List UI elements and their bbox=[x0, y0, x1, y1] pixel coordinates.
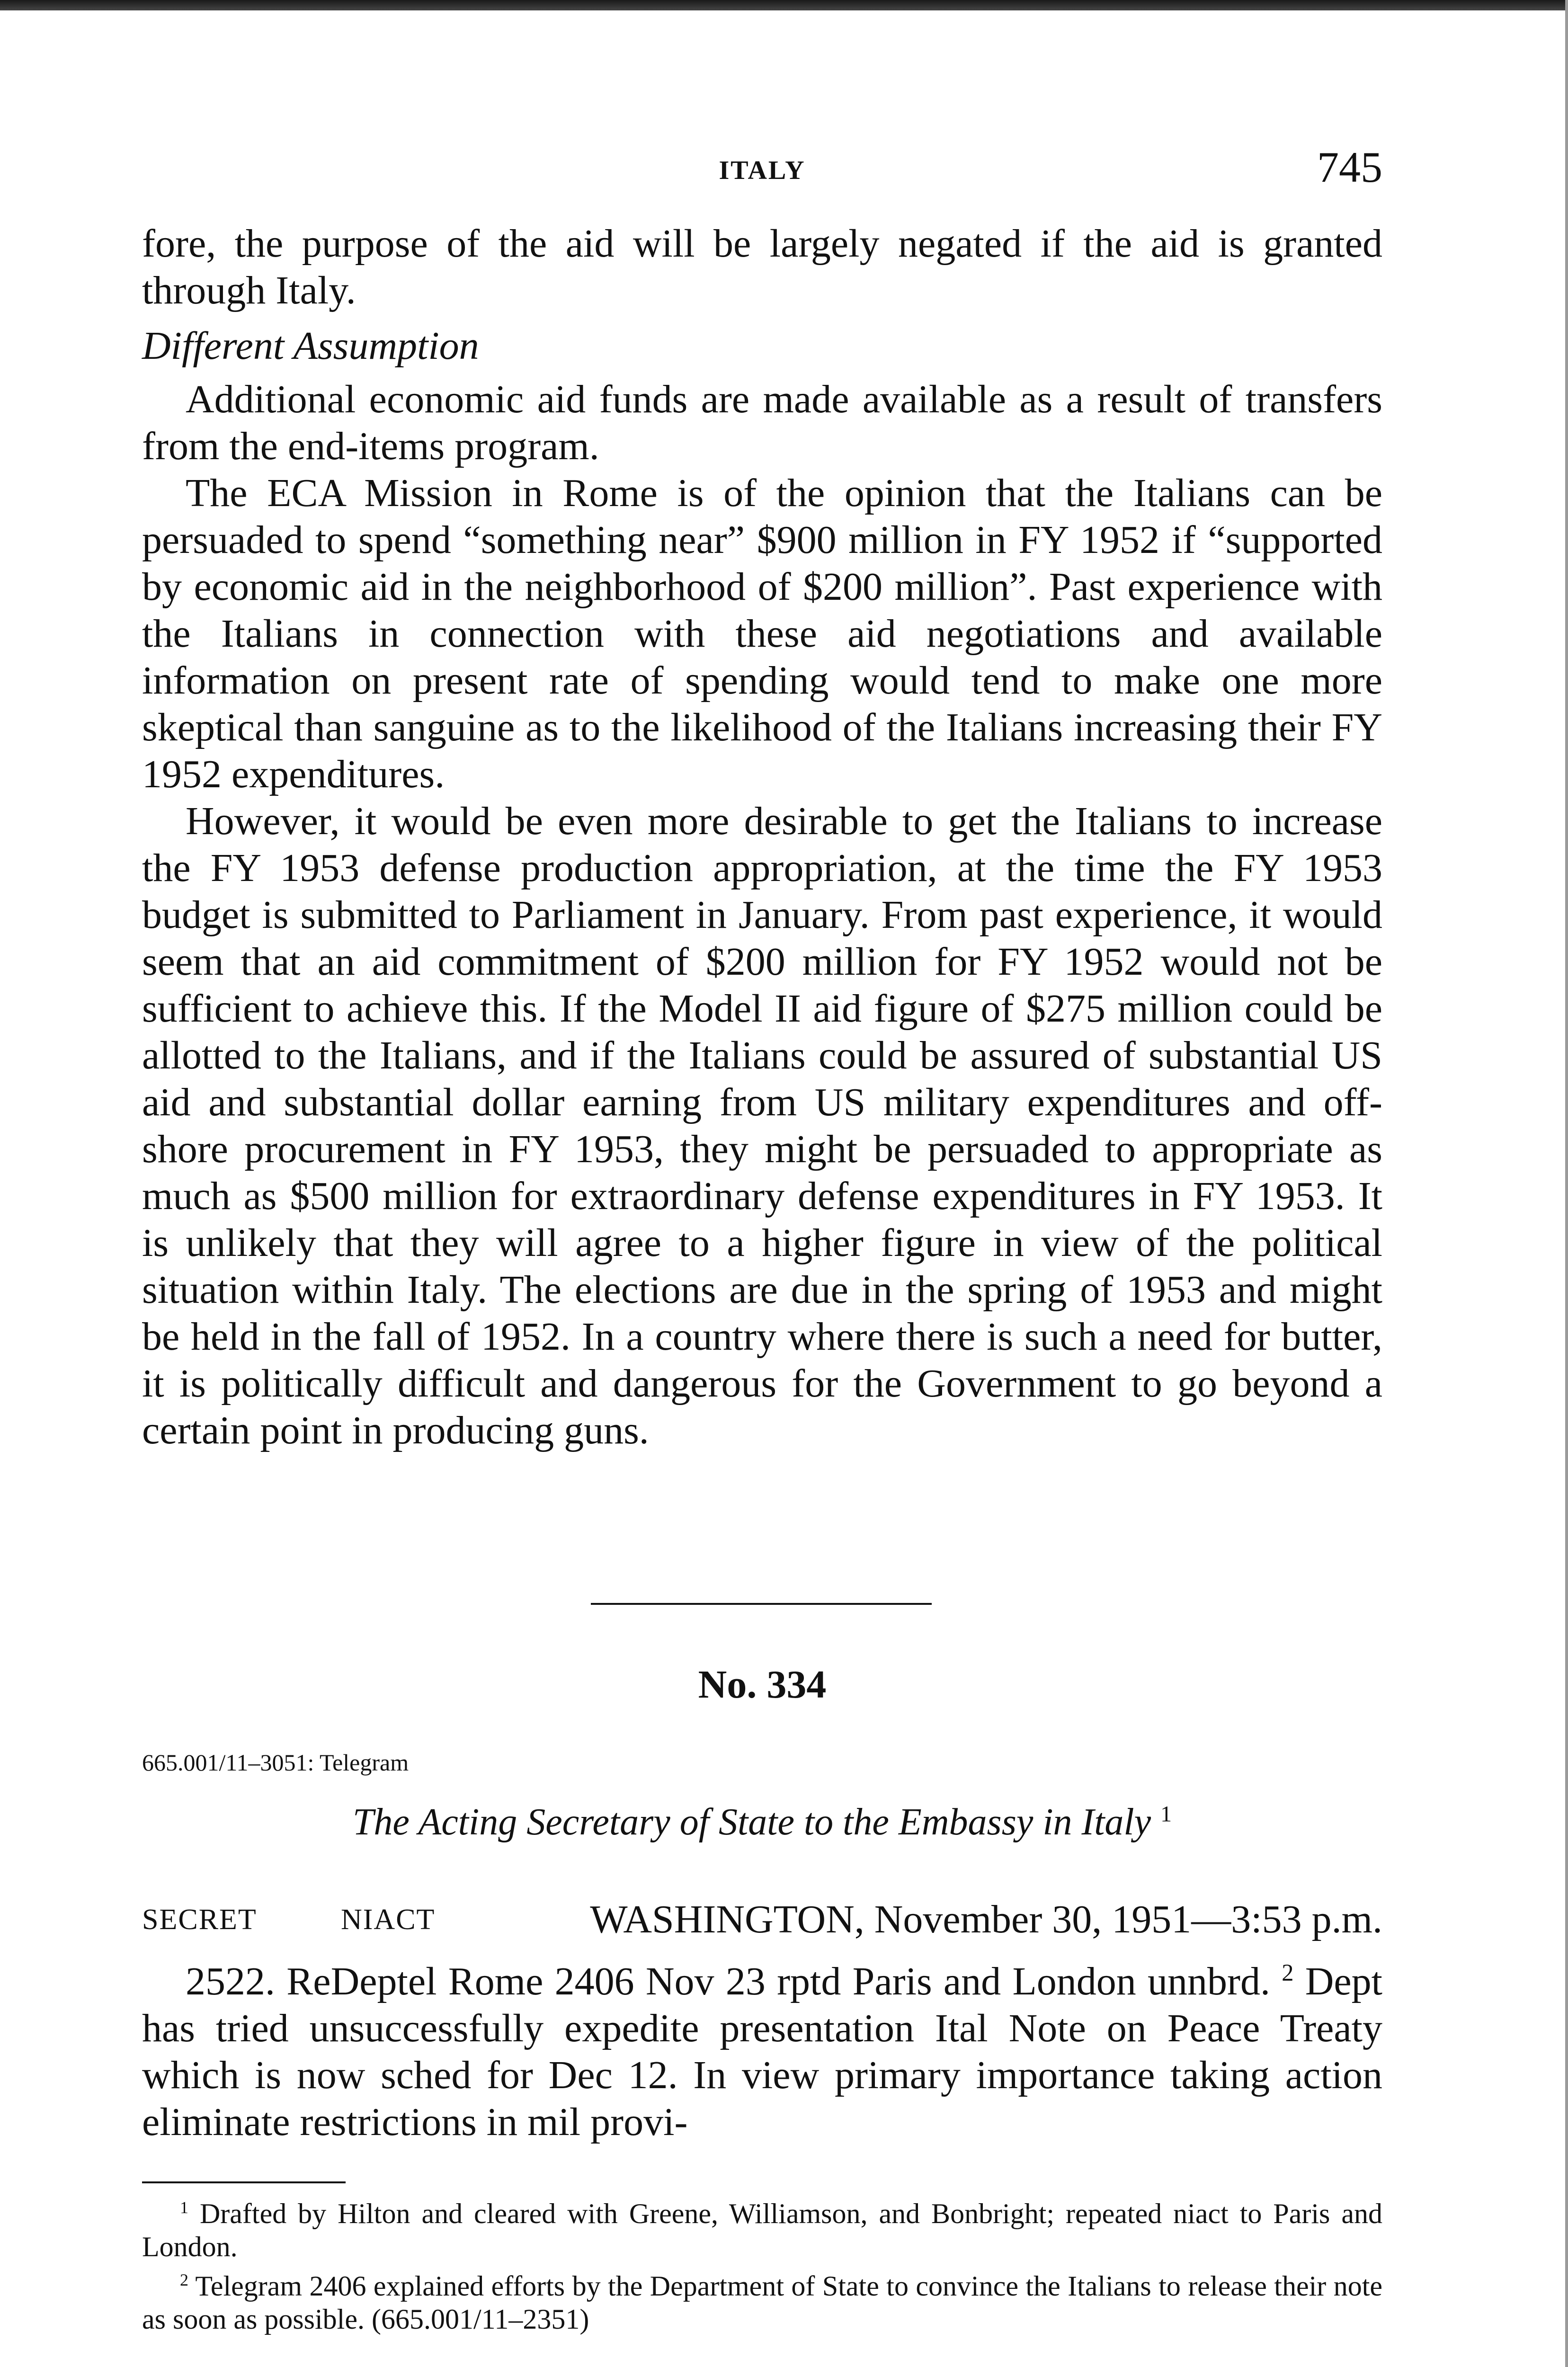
paragraph-additional-funds: Additional economic aid funds are made available as a result of transfers from the end-items program. bbox=[142, 377, 1382, 468]
classification: SECRET bbox=[142, 1904, 257, 1936]
footnote-mark-1: 1 bbox=[180, 2198, 188, 2217]
footnote-ref-2: 2 bbox=[1282, 1959, 1294, 1986]
place-and-date: WASHINGTON, November 30, 1951—3:53 p.m. bbox=[590, 1897, 1382, 1941]
document-title-text: The Acting Secretary of State to the Embassy in Italy bbox=[352, 1801, 1151, 1843]
subheading: Different Assumption bbox=[142, 324, 479, 368]
footnotes bbox=[142, 2191, 1382, 2336]
footnote-1 bbox=[142, 2191, 1382, 2263]
telegram-text-part-1: 2522. ReDeptel Rome 2406 Nov 23 rptd Paris and London unnbrd. bbox=[186, 1959, 1270, 2003]
footnote-2 bbox=[142, 2263, 1382, 2336]
footnote-rule bbox=[142, 2181, 346, 2183]
paragraph-continued: fore, the purpose of the aid will be largely negated if the aid is granted through Italy. bbox=[142, 222, 1382, 312]
body-text bbox=[142, 220, 1382, 1454]
telegram-text bbox=[142, 1949, 1382, 2145]
file-reference: 665.001/11–3051: Telegram bbox=[142, 1749, 409, 1776]
page-right-edge bbox=[1565, 0, 1568, 2367]
footnote-text-2: Telegram 2406 explained efforts by the Department of State to convince the Italians to release their note as soon as possible. (665.001/11–2351) bbox=[142, 2270, 1382, 2335]
footnote-text-1: Drafted by Hilton and cleared with Greene, Williamson, and Bonbright; repeated niact to Paris and London. bbox=[142, 2198, 1382, 2262]
precedence: NIACT bbox=[341, 1904, 436, 1936]
document-number: No. 334 bbox=[698, 1663, 827, 1707]
document-title bbox=[142, 1801, 1382, 1844]
footnote-mark-2: 2 bbox=[180, 2270, 188, 2289]
telegram-text-part-2: Dept has tried unsuccessfully expedite presentation Ital Note on Peace Treaty which is now sched for Dec 12. In view primary importance taking action eliminate restrictions in mil provi- bbox=[142, 1959, 1382, 2144]
running-head bbox=[142, 142, 1382, 199]
paragraph-however: However, it would be even more desirable to get the Italians to increase the FY 1953 defense production appropriation, at the time the FY 1953 budget is submitted to Parliament in January. From past experience, it would seem that an aid commitment of $200 million for FY 1952 would not be sufficient to achieve this. If the Model II aid figure of $275 million could be allotted to the Italians, and if the Italians could be assured of substantial US aid and substantial dollar earning from US military expenditures and off-shore procurement in FY 1953, they might be persuaded to appropriate as much as $500 million for extraordinary defense expenditures in FY 1953. It is unlikely that they will agree to a higher figure in view of the political situation within Italy. The elections are due in the spring of 1953 and might be held in the fall of 1952. In a country where there is such a need for butter, it is politically difficult and dangerous for the Government to go beyond a certain point in producing guns. bbox=[142, 799, 1382, 1452]
section-divider bbox=[591, 1603, 932, 1605]
page-top-border bbox=[0, 0, 1568, 10]
paragraph-eca-mission: The ECA Mission in Rome is of the opinion that the Italians can be persuaded to spend “something near” $900 million in FY 1952 if “supported by economic aid in the neighborhood of $200 million”. Past experience with the Italians in connection with these aid negotiations and available information on present rate of spending would tend to make one more skeptical than sanguine as to the likelihood of the Italians increasing their FY 1952 expenditures. bbox=[142, 471, 1382, 796]
footnote-ref-1: 1 bbox=[1160, 1801, 1172, 1827]
running-head-title: ITALY bbox=[719, 156, 806, 185]
telegram-paragraph bbox=[142, 1949, 1382, 2145]
dateline bbox=[142, 1896, 1382, 1944]
page-number: 745 bbox=[1317, 143, 1382, 191]
